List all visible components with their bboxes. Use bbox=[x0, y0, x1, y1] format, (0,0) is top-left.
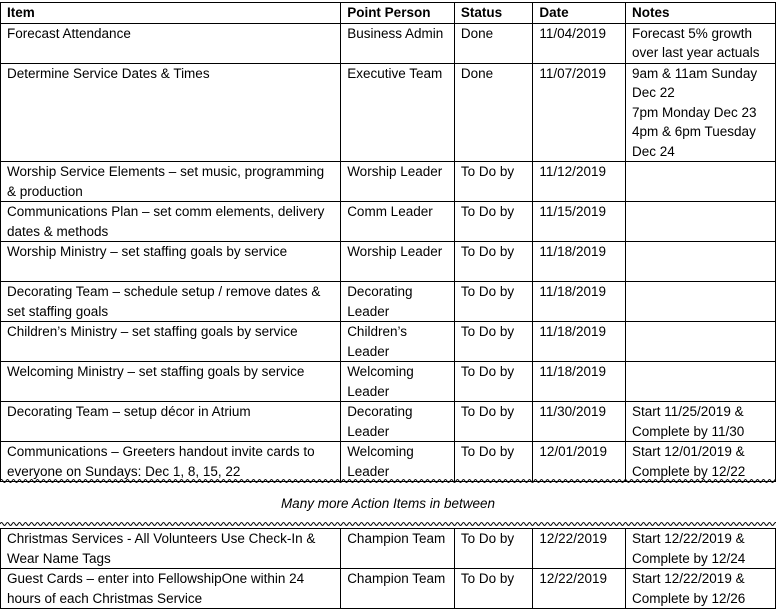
table-row bbox=[1, 282, 776, 322]
cell-notes bbox=[626, 23, 776, 63]
cell-notes bbox=[626, 162, 776, 202]
cell-point-person: Decorating Leader bbox=[341, 402, 455, 442]
note-line: Start 12/22/2019 & Complete by 12/26 bbox=[632, 571, 746, 606]
cell-point-person: Welcoming Leader bbox=[341, 362, 455, 402]
table-row bbox=[1, 322, 776, 362]
cell-item: Worship Service Elements – set music, programming & production bbox=[1, 162, 341, 202]
cell-item: Forecast Attendance bbox=[1, 23, 341, 63]
cell-notes bbox=[626, 402, 776, 442]
action-items-table bbox=[0, 2, 776, 482]
note-line: 7pm Monday Dec 23 bbox=[632, 104, 757, 120]
cell-point-person: Comm Leader bbox=[341, 202, 455, 242]
cell-date: 11/12/2019 bbox=[533, 162, 626, 202]
cell-item: Decorating Team – setup décor in Atrium bbox=[1, 402, 341, 442]
cell-status: Done bbox=[454, 23, 533, 63]
header-item: Item bbox=[1, 3, 341, 24]
cell-notes bbox=[626, 362, 776, 402]
table-row bbox=[1, 162, 776, 202]
cell-item: Christmas Services - All Volunteers Use Check-In & Wear Name Tags bbox=[1, 529, 341, 569]
cell-status: To Do by bbox=[454, 529, 533, 569]
cell-point-person: Welcoming Leader bbox=[341, 442, 455, 482]
cell-notes bbox=[626, 63, 776, 162]
header-point-person: Point Person bbox=[341, 3, 455, 24]
cell-status: To Do by bbox=[454, 569, 533, 609]
cell-status: To Do by bbox=[454, 162, 533, 202]
table-row bbox=[1, 529, 776, 569]
cell-status: To Do by bbox=[454, 442, 533, 482]
note-line: Forecast 5% growth over last year actuals bbox=[632, 25, 760, 60]
table-row bbox=[1, 63, 776, 162]
action-items-table-continued bbox=[0, 528, 776, 609]
table-row bbox=[1, 569, 776, 609]
table-row bbox=[1, 202, 776, 242]
cell-point-person: Decorating Leader bbox=[341, 282, 455, 322]
cell-point-person: Worship Leader bbox=[341, 242, 455, 282]
note-line: Start 12/01/2019 & Complete by 12/22 bbox=[632, 444, 746, 479]
cell-notes bbox=[626, 529, 776, 569]
cell-point-person: Executive Team bbox=[341, 63, 455, 162]
cell-date: 11/04/2019 bbox=[533, 23, 626, 63]
cell-notes bbox=[626, 282, 776, 322]
cell-item: Determine Service Dates & Times bbox=[1, 63, 341, 162]
cell-notes bbox=[626, 322, 776, 362]
cell-status: To Do by bbox=[454, 362, 533, 402]
cell-date: 11/18/2019 bbox=[533, 362, 626, 402]
cell-notes bbox=[626, 202, 776, 242]
cell-status: To Do by bbox=[454, 402, 533, 442]
cell-date: 11/18/2019 bbox=[533, 242, 626, 282]
cell-item: Communications – Greeters handout invite cards to everyone on Sundays: Dec 1, 8, 15, 22 bbox=[1, 442, 341, 482]
cell-point-person: Champion Team bbox=[341, 529, 455, 569]
table-row bbox=[1, 362, 776, 402]
table-row bbox=[1, 242, 776, 282]
note-line: 4pm & 6pm Tuesday Dec 24 bbox=[632, 124, 756, 159]
cell-status: To Do by bbox=[454, 282, 533, 322]
cell-item: Welcoming Ministry – set staffing goals by service bbox=[1, 362, 341, 402]
cell-date: 12/22/2019 bbox=[533, 569, 626, 609]
cell-date: 11/30/2019 bbox=[533, 402, 626, 442]
cell-item: Children’s Ministry – set staffing goals by service bbox=[1, 322, 341, 362]
cell-item: Guest Cards – enter into FellowshipOne within 24 hours of each Christmas Service bbox=[1, 569, 341, 609]
table-break-wave-top bbox=[0, 476, 776, 486]
cell-point-person: Children’s Leader bbox=[341, 322, 455, 362]
separator-note: Many more Action Items in between bbox=[280, 496, 496, 511]
cell-status: To Do by bbox=[454, 242, 533, 282]
table-row bbox=[1, 402, 776, 442]
cell-item: Decorating Team – schedule setup / remove dates & set staffing goals bbox=[1, 282, 341, 322]
header-date: Date bbox=[533, 3, 626, 24]
cell-date: 11/18/2019 bbox=[533, 322, 626, 362]
cell-date: 12/22/2019 bbox=[533, 529, 626, 569]
table-row bbox=[1, 23, 776, 63]
cell-status: To Do by bbox=[454, 202, 533, 242]
cell-date: 11/07/2019 bbox=[533, 63, 626, 162]
note-line: Start 12/22/2019 & Complete by 12/24 bbox=[632, 531, 746, 566]
cell-item: Worship Ministry – set staffing goals by service bbox=[1, 242, 341, 282]
header-status: Status bbox=[454, 3, 533, 24]
note-line: Start 11/25/2019 & Complete by 11/30 bbox=[632, 404, 745, 439]
note-line: 9am & 11am Sunday Dec 22 bbox=[632, 65, 758, 100]
cell-date: 12/01/2019 bbox=[533, 442, 626, 482]
cell-status: To Do by bbox=[454, 322, 533, 362]
header-notes: Notes bbox=[626, 3, 776, 24]
cell-status: Done bbox=[454, 63, 533, 162]
cell-notes bbox=[626, 242, 776, 282]
cell-point-person: Worship Leader bbox=[341, 162, 455, 202]
cell-point-person: Business Admin bbox=[341, 23, 455, 63]
cell-notes bbox=[626, 569, 776, 609]
cell-item: Communications Plan – set comm elements, delivery dates & methods bbox=[1, 202, 341, 242]
cell-date: 11/15/2019 bbox=[533, 202, 626, 242]
cell-point-person: Champion Team bbox=[341, 569, 455, 609]
header-row bbox=[1, 3, 776, 24]
cell-date: 11/18/2019 bbox=[533, 282, 626, 322]
